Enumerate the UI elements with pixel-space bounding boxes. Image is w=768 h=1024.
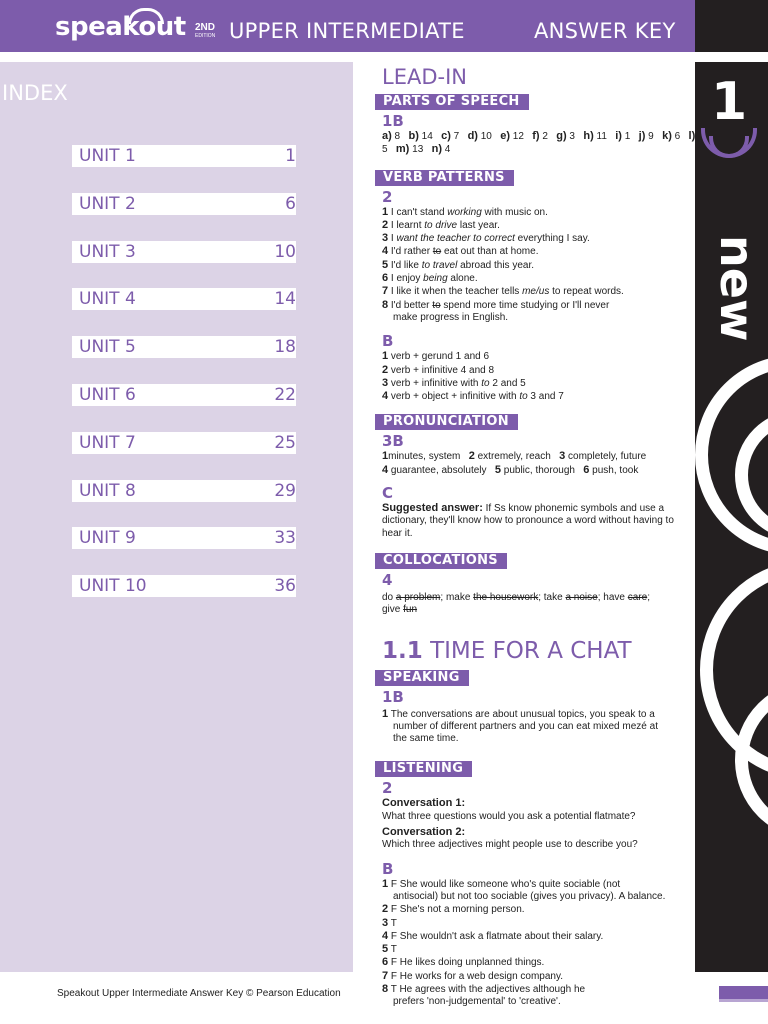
answer-number: 3 (382, 376, 389, 389)
index-title: INDEX (2, 81, 68, 105)
verb-pattern-answer (382, 299, 695, 312)
badge-number: 1 (711, 72, 748, 132)
answer-key: d) (467, 130, 478, 142)
answer-text: I'd rather (390, 246, 433, 258)
answer-key: j) (638, 130, 646, 142)
unit-label: UNIT 6 (79, 385, 136, 405)
index-unit-row[interactable] (72, 145, 296, 167)
unit-page: 25 (274, 432, 296, 453)
answer-text: verb + gerund 1 and 6 (390, 351, 490, 363)
section-bar: COLLOCATIONS (375, 553, 507, 569)
pronunciation-line (382, 450, 695, 463)
answer-number: 3 (382, 916, 389, 929)
answer-text: I'd like (390, 259, 422, 271)
answer-text: F She's not a morning person. (390, 904, 525, 916)
answer-text: I'd better (390, 299, 433, 311)
answers-parts-of-speech (382, 130, 707, 157)
answer-number: 2 (382, 903, 389, 916)
answer-strike: to (432, 299, 441, 311)
answer-text: everything I say. (514, 233, 590, 245)
suggested-answer-label: Suggested answer: (382, 502, 483, 515)
answer-text: with music on. (481, 206, 548, 218)
answer-item: m) 13 (395, 143, 432, 156)
answer-item: d) 10 (467, 130, 501, 142)
unit-page: 36 (274, 576, 296, 597)
answer-item: a) 8 (382, 130, 409, 142)
conversation-label: Conversation 2: (382, 826, 466, 839)
answer-number: 1 (382, 205, 389, 218)
section-bar: VERB PATTERNS (375, 170, 514, 186)
verb-pattern-answer (382, 219, 695, 232)
collocation-strike: the housework (473, 591, 539, 603)
answer-key: c) (441, 130, 451, 142)
answer-key: h) (583, 130, 594, 142)
page-header (0, 0, 695, 52)
index-unit-row[interactable] (72, 384, 296, 406)
badge-new-word: new (710, 235, 764, 342)
unit-label: UNIT 9 (79, 528, 136, 549)
listening-b-answer (382, 903, 695, 916)
answer-text: I like it when the teacher tells (390, 286, 523, 298)
answer-number: 8 (382, 982, 389, 995)
answer-number: 2 (468, 450, 475, 463)
answer-number: 4 (382, 390, 389, 403)
answer-text: completely, future (565, 451, 652, 463)
unit-page: 29 (274, 480, 296, 501)
unit-label: UNIT 8 (79, 480, 136, 501)
answer-text: F He works for a web design company. (390, 970, 564, 982)
verb-pattern-answer (382, 232, 695, 245)
collocation-verb: give (382, 604, 404, 616)
listening-b-answer (382, 917, 695, 930)
answer-item: g) 3 (556, 130, 584, 142)
answer-strike: to (432, 246, 442, 258)
answer-number: 5 (382, 258, 389, 271)
answer-key: f) (532, 130, 540, 142)
answer-number: 1 (382, 450, 389, 463)
answers-pronunciation-c (382, 502, 677, 540)
answers-collocations: do a problem; make the housework; take a noise; have care; give fun (382, 591, 650, 616)
listening-b-answer (382, 983, 695, 996)
answer-text: number of different partners and you can eat mixed mezé at (393, 720, 658, 732)
conversation-text: What three questions would you ask a potential flatmate? (382, 810, 636, 822)
listening-b-answer (382, 878, 695, 891)
answer-key: g) (556, 130, 567, 142)
answers-pronunciation (382, 450, 695, 477)
edition-badge (195, 23, 215, 41)
verb-pattern-answer (382, 272, 695, 285)
answer-number: 2 (382, 363, 389, 376)
answer-number: 7 (382, 969, 389, 982)
unit-page: 1 (285, 146, 296, 166)
answer-number: 4 (382, 245, 389, 258)
unit-number: 1.1 (382, 637, 423, 664)
answer-number: 3 (382, 232, 389, 245)
answer-key: i) (615, 130, 622, 142)
answer-item: n) 4 (431, 143, 456, 156)
answer-item: b) 14 (408, 130, 442, 142)
index-unit-row[interactable] (72, 527, 296, 549)
answer-text: 2 and 5 (489, 377, 526, 389)
answer-item: k) 6 (662, 130, 689, 142)
listening-b-answer (382, 930, 695, 943)
verb-pattern-answer (382, 259, 695, 272)
verb-pattern-b-answer (382, 364, 695, 377)
answer-text: I (390, 233, 397, 245)
answer-item: e) 12 (500, 130, 533, 142)
exercise-number: 1B (382, 112, 404, 130)
footer-page-tab-stripe (719, 999, 768, 1002)
answer-text: alone. (447, 273, 478, 285)
answer-key: n) (431, 143, 442, 156)
pronunciation-line (382, 464, 695, 477)
exercise-number: B (382, 859, 394, 878)
section-title: LEAD-IN (382, 65, 467, 89)
index-unit-row[interactable] (72, 480, 296, 502)
answer-text: abroad this year. (457, 259, 535, 271)
edition-small: EDITION (195, 33, 216, 39)
answer-text: minutes, system (388, 451, 469, 463)
answer-text: T He agrees with the adjectives although he (390, 983, 586, 995)
answer-key: l) (688, 130, 696, 142)
verb-pattern-answer (382, 206, 695, 219)
unit-page: 14 (274, 289, 296, 310)
answer-continuation: prefers 'non-judgemental' to 'creative'. (393, 996, 561, 1008)
answer-number: 4 (382, 929, 389, 942)
answer-text: eat out than at home. (441, 246, 539, 258)
answers-verb-patterns (382, 206, 695, 325)
answer-text: I learnt (390, 219, 425, 231)
answer-key: e) (500, 130, 510, 142)
answers-listening (382, 797, 695, 851)
badge-divider (695, 52, 768, 62)
listening-b-answer (382, 943, 695, 956)
answer-text: T (390, 917, 397, 929)
answer-key-title: ANSWER KEY (534, 19, 676, 43)
exercise-number: 2 (382, 187, 393, 206)
answer-text: public, thorough (501, 464, 584, 476)
answer-emphasis: me/us (522, 286, 550, 298)
answer-text: verb + object + infinitive with (390, 391, 520, 403)
answers-speaking (382, 708, 695, 746)
answer-text: spend more time studying or I'll never (440, 299, 610, 311)
listening-b-answer (382, 956, 695, 969)
exercise-number: 4 (382, 570, 393, 589)
answer-text: verb + infinitive with (390, 377, 482, 389)
answer-text: 3 and 7 (527, 391, 564, 403)
section-bar: PRONUNCIATION (375, 414, 518, 430)
unit-label: UNIT 4 (79, 289, 136, 310)
unit-label: UNIT 7 (79, 432, 136, 453)
collocation-verb: take (543, 591, 566, 603)
answer-number: 5 (382, 943, 389, 956)
unit-page: 6 (285, 193, 296, 214)
conversation-text: Which three adjectives might people use to describe you? (382, 839, 638, 851)
collocation-verb: have (603, 591, 628, 603)
answer-item: l) 5 (382, 130, 696, 156)
collocation-strike: a noise (565, 591, 598, 603)
answer-number: 3 (559, 450, 566, 463)
answer-text: F She would like someone who's quite sociable (not (390, 878, 621, 890)
unit-page: 22 (274, 385, 296, 405)
listening-b-answer (382, 970, 695, 983)
index-unit-row[interactable] (72, 336, 296, 358)
answer-text: The conversations are about unusual topics, you speak to a (390, 708, 655, 720)
answer-continuation: make progress in English. (393, 311, 509, 323)
answer-content (375, 62, 695, 1009)
edition-big: 2ND (195, 22, 216, 33)
index-unit-row[interactable] (72, 575, 296, 597)
answer-number: 8 (382, 298, 389, 311)
exercise-number: 3B (382, 432, 404, 451)
footer-copyright: Speakout Upper Intermediate Answer Key © Pearson Education (57, 988, 341, 999)
index-unit-row[interactable] (72, 432, 296, 454)
index-unit-row[interactable] (72, 288, 296, 310)
index-sidebar (0, 62, 353, 972)
section-bar: LISTENING (375, 761, 472, 777)
unit-title-text: TIME FOR A CHAT (430, 637, 632, 664)
answers-verb-patterns-b (382, 350, 695, 403)
section-bar: SPEAKING (375, 670, 469, 686)
unit-page: 10 (274, 241, 296, 262)
verb-pattern-answer (382, 285, 695, 298)
unit-label: UNIT 5 (79, 337, 136, 358)
unit-label: UNIT 10 (79, 576, 147, 597)
exercise-number: 1B (382, 687, 404, 706)
answer-text: guarantee, absolutely (388, 464, 495, 476)
collocation-verb: do (382, 591, 396, 603)
answer-number: 6 (583, 463, 590, 476)
answer-number: 5 (494, 463, 501, 476)
brand-logo: speakout (55, 12, 186, 42)
answers-listening-b (382, 878, 695, 1009)
answer-text: to repeat words. (549, 286, 624, 298)
answer-emphasis: to drive (424, 219, 458, 231)
verb-pattern-b-answer (382, 390, 695, 403)
answer-item: f) 2 (532, 130, 557, 142)
answer-number: 4 (382, 463, 389, 476)
answer-emphasis: to (519, 391, 528, 403)
unit-page: 18 (274, 337, 296, 358)
answer-text: push, took (589, 464, 644, 476)
answer-emphasis: want the teacher to correct (396, 233, 515, 245)
answer-emphasis: being (423, 273, 448, 285)
answer-number: 7 (382, 285, 389, 298)
answer-key: a) (382, 130, 392, 142)
unit-label: UNIT 3 (79, 241, 136, 262)
verb-pattern-answer (382, 245, 695, 258)
collocation-strike: a problem (395, 591, 441, 603)
answer-text: the same time. (393, 733, 459, 745)
answer-continuation: antisocial) but not too sociable (gives you privacy). A balance. (393, 890, 666, 902)
answer-key: k) (662, 130, 672, 142)
answer-number: 6 (382, 956, 389, 969)
answer-emphasis: to (481, 377, 490, 389)
answer-text: verb + infinitive 4 and 8 (390, 364, 495, 376)
answer-text: extremely, reach (474, 451, 560, 463)
collocation-strike: care (627, 591, 648, 603)
conversation-label: Conversation 1: (382, 797, 466, 810)
level-title: UPPER INTERMEDIATE (229, 19, 465, 43)
answer-text: T (390, 944, 397, 956)
answer-number: 1 (382, 707, 389, 720)
answer-item: c) 7 (441, 130, 468, 142)
answer-text: last year. (457, 219, 500, 231)
answer-emphasis: to travel (421, 259, 458, 271)
suggested-answer-text: If Ss know phonemic symbols and use a dictionary, they'll know how to pronounce a word without having to hear it. (382, 503, 674, 539)
answer-text: I can't stand (390, 206, 448, 218)
exercise-number: B (382, 332, 394, 351)
answer-text: F He likes doing unplanned things. (390, 957, 545, 969)
section-bar: PARTS OF SPEECH (375, 94, 529, 110)
answer-number: 2 (382, 218, 389, 231)
answer-emphasis: working (447, 206, 482, 218)
verb-pattern-b-answer (382, 377, 695, 390)
answer-text: I enjoy (390, 273, 424, 285)
answer-text: F She wouldn't ask a flatmate about their salary. (390, 930, 604, 942)
index-unit-row[interactable] (72, 193, 296, 215)
answer-item: h) 11 (583, 130, 616, 142)
answer-number: 1 (382, 350, 389, 363)
answer-key: m) (395, 143, 410, 156)
answer-number: 6 (382, 272, 389, 285)
collocation-strike: fun (403, 604, 418, 616)
answer-number: 1 (382, 877, 389, 890)
collocation-verb: make (445, 591, 474, 603)
verb-pattern-b-answer (382, 350, 695, 363)
answer-item: i) 1 (615, 130, 639, 142)
index-unit-row[interactable] (72, 241, 296, 263)
unit-page: 33 (274, 528, 296, 549)
unit-label: UNIT 2 (79, 193, 136, 214)
answer-key: b) (408, 130, 419, 142)
answer-item: j) 9 (638, 130, 663, 142)
exercise-number: C (382, 484, 394, 503)
exercise-number: 2 (382, 779, 393, 798)
unit-title (382, 638, 695, 664)
unit-label: UNIT 1 (79, 146, 136, 166)
